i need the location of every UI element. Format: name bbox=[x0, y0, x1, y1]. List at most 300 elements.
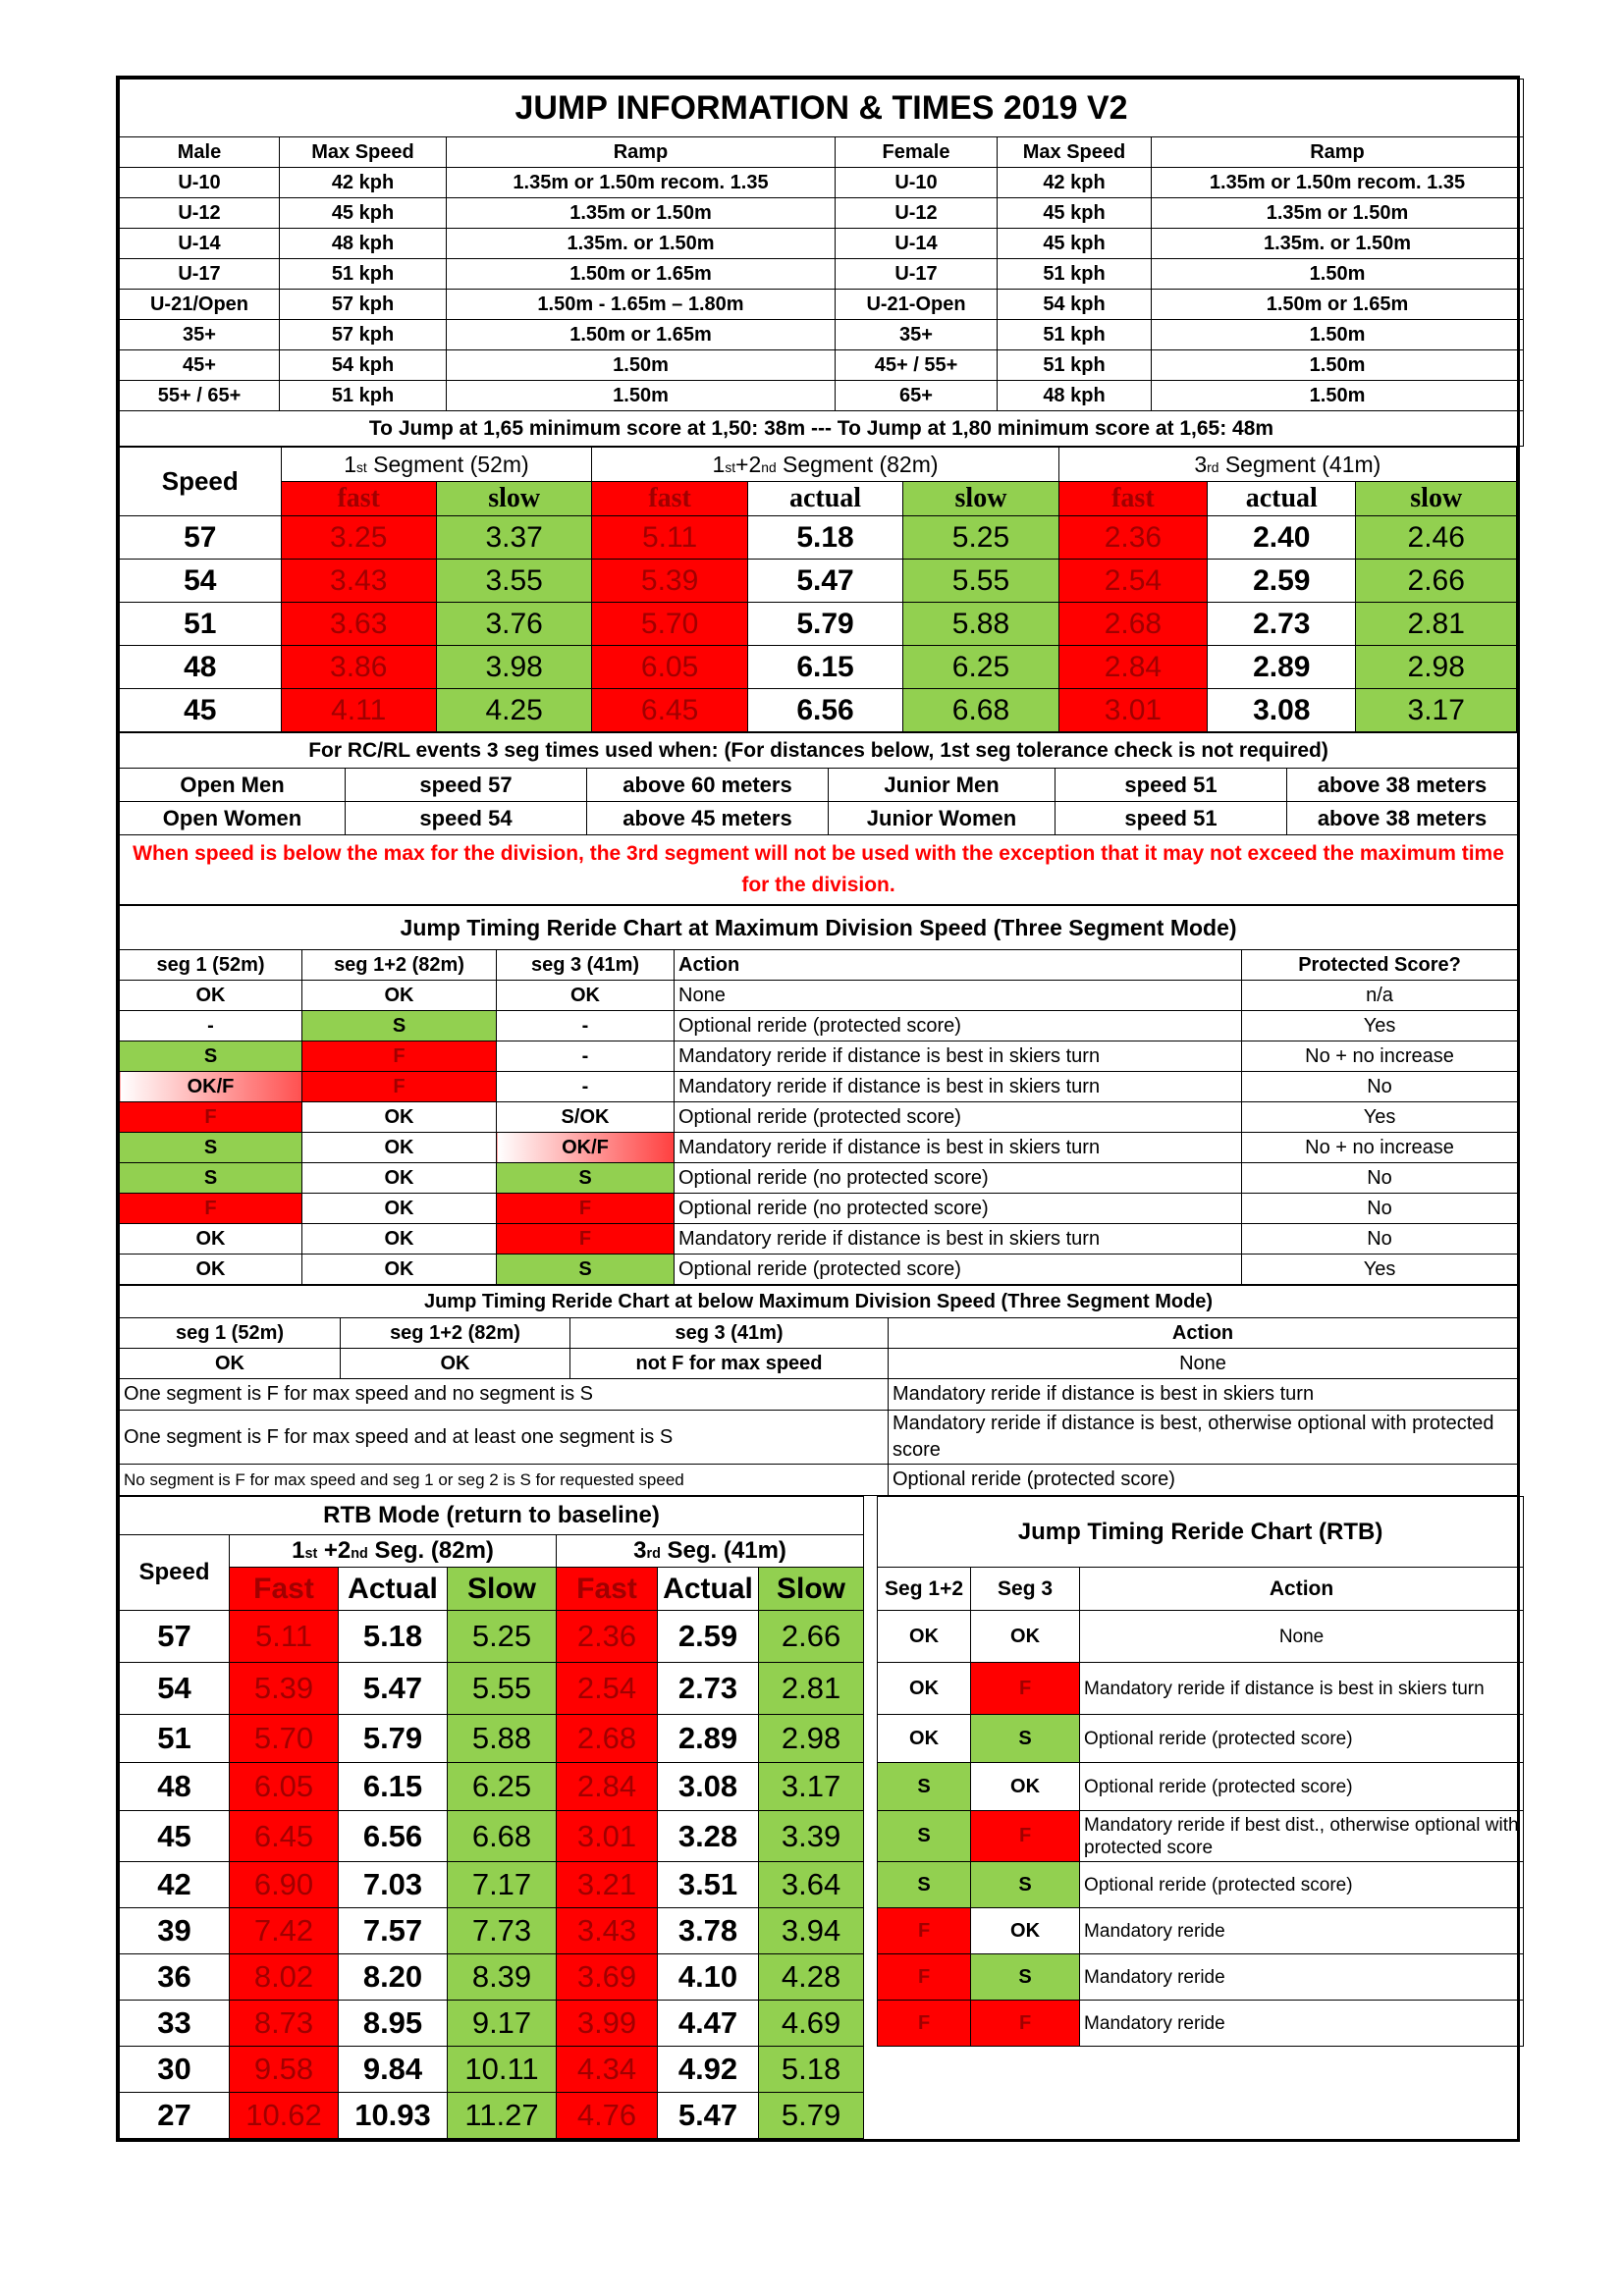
reride-max-title: Jump Timing Reride Chart at Maximum Division Speed (Three Segment Mode) bbox=[120, 906, 1518, 950]
reride-max-row bbox=[120, 1133, 1518, 1163]
division-row bbox=[120, 198, 1524, 229]
rtb-chart-code: S bbox=[878, 1862, 971, 1908]
reride-below-ok-cell: None bbox=[889, 1349, 1518, 1379]
rtb-time: 4.76 bbox=[557, 2093, 658, 2139]
division-cell: U-17 bbox=[120, 259, 280, 290]
reride-code: OK bbox=[120, 1224, 302, 1255]
reride-protected: No bbox=[1242, 1072, 1518, 1102]
rtb-time: 9.17 bbox=[448, 2001, 557, 2047]
rtb-row bbox=[120, 2047, 1524, 2093]
rtb-time: 3.28 bbox=[658, 1811, 759, 1862]
reride-code: - bbox=[497, 1041, 675, 1072]
division-cell: 45+ / 55+ bbox=[836, 350, 998, 381]
reride-below-header-cell: Action bbox=[889, 1318, 1518, 1349]
rtb-speed: 39 bbox=[120, 1908, 230, 1954]
divisions-header-row bbox=[120, 137, 1524, 168]
rtb-chart-code: OK bbox=[971, 1611, 1080, 1663]
reride-code: OK bbox=[302, 981, 497, 1011]
division-cell: 1.50m bbox=[1152, 381, 1524, 411]
reride-below-ok-cell: OK bbox=[120, 1349, 341, 1379]
reride-action: Optional reride (no protected score) bbox=[675, 1194, 1242, 1224]
reride-max-header-cell: seg 3 (41m) bbox=[497, 950, 675, 981]
rtb-speed: 42 bbox=[120, 1862, 230, 1908]
reride-code: OK/F bbox=[497, 1133, 675, 1163]
division-cell: 51 kph bbox=[998, 259, 1152, 290]
reride-code: OK bbox=[302, 1133, 497, 1163]
segment-speed: 48 bbox=[120, 646, 282, 689]
rtb-time: 6.25 bbox=[448, 1763, 557, 1811]
rtb-speed: 51 bbox=[120, 1715, 230, 1763]
reride-code: OK bbox=[497, 981, 675, 1011]
rc-rl-cell: speed 51 bbox=[1056, 769, 1287, 802]
segment-time: 5.79 bbox=[747, 603, 902, 646]
rtb-row bbox=[120, 1811, 1524, 1862]
rtb-time: 5.25 bbox=[448, 1611, 557, 1663]
division-cell: 57 kph bbox=[280, 320, 447, 350]
segment-row bbox=[120, 646, 1517, 689]
segment-time: 6.68 bbox=[903, 689, 1058, 732]
segment-row bbox=[120, 689, 1517, 732]
reride-code: - bbox=[497, 1011, 675, 1041]
segment-col-fast: fast bbox=[592, 482, 747, 516]
reride-code: OK bbox=[120, 981, 302, 1011]
reride-code: S bbox=[120, 1133, 302, 1163]
reride-code: S bbox=[120, 1041, 302, 1072]
division-cell: 51 kph bbox=[998, 350, 1152, 381]
rtb-chart-code: S bbox=[971, 1862, 1080, 1908]
rc-rl-cell: above 45 meters bbox=[587, 802, 829, 835]
reride-max-row bbox=[120, 1224, 1518, 1255]
reride-action: Mandatory reride if distance is best in skiers turn bbox=[675, 1133, 1242, 1163]
rtb-time: 3.64 bbox=[759, 1862, 864, 1908]
rtb-time: 3.69 bbox=[557, 1954, 658, 2001]
rtb-time: 2.66 bbox=[759, 1611, 864, 1663]
segment-time: 2.68 bbox=[1058, 603, 1207, 646]
rtb-chart-code: OK bbox=[971, 1908, 1080, 1954]
segment-time: 5.47 bbox=[747, 560, 902, 603]
divisions-header-cell: Max Speed bbox=[280, 137, 447, 168]
segment-time: 5.39 bbox=[592, 560, 747, 603]
rtb-spacer bbox=[864, 2093, 878, 2139]
division-cell: 42 kph bbox=[998, 168, 1152, 198]
rtb-chart-action: Mandatory reride bbox=[1080, 1954, 1524, 2001]
reride-max-row bbox=[120, 981, 1518, 1011]
min-score-rule: To Jump at 1,65 minimum score at 1,50: 38m --- To Jump at 1,80 minimum score at 1,65: 48m bbox=[120, 411, 1524, 447]
rtb-spacer bbox=[864, 1908, 878, 1954]
divisions-header-cell: Male bbox=[120, 137, 280, 168]
rtb-chart-action: Mandatory reride if best dist., otherwise optional with protected score bbox=[1080, 1811, 1524, 1862]
segment-column-labels bbox=[120, 482, 1517, 516]
reride-max-header-cell: seg 1 (52m) bbox=[120, 950, 302, 981]
reride-code: S bbox=[302, 1011, 497, 1041]
division-cell: 57 kph bbox=[280, 290, 447, 320]
rtb-time: 2.73 bbox=[658, 1663, 759, 1715]
segment-speed: 54 bbox=[120, 560, 282, 603]
reride-protected: No bbox=[1242, 1163, 1518, 1194]
rtb-spacer bbox=[864, 2001, 878, 2047]
rtb-time: 3.17 bbox=[759, 1763, 864, 1811]
rtb-time: 3.01 bbox=[557, 1811, 658, 1862]
rtb-chart-header-cell: Action bbox=[1080, 1568, 1524, 1611]
rtb-time: 2.68 bbox=[557, 1715, 658, 1763]
rtb-table bbox=[119, 1496, 1524, 2139]
rtb-chart-code: OK bbox=[878, 1663, 971, 1715]
seg1-header: 1st Segment (52m) bbox=[281, 448, 592, 482]
rtb-time: 2.36 bbox=[557, 1611, 658, 1663]
reride-code: OK bbox=[120, 1255, 302, 1285]
rtb-col-fast: Fast bbox=[557, 1568, 658, 1611]
reride-code: S bbox=[120, 1163, 302, 1194]
reride-action: Mandatory reride if distance is best in skiers turn bbox=[675, 1224, 1242, 1255]
rtb-time: 7.57 bbox=[339, 1908, 448, 1954]
rtb-speed: 33 bbox=[120, 2001, 230, 2047]
reride-below-ok-cell: not F for max speed bbox=[570, 1349, 889, 1379]
rtb-time: 6.05 bbox=[230, 1763, 339, 1811]
rtb-time: 4.10 bbox=[658, 1954, 759, 2001]
rtb-chart-code: F bbox=[878, 2001, 971, 2047]
reride-action: Mandatory reride if distance is best in skiers turn bbox=[675, 1041, 1242, 1072]
segment-time: 2.54 bbox=[1058, 560, 1207, 603]
rtb-chart-header-cell: Seg 1+2 bbox=[878, 1568, 971, 1611]
rtb-row bbox=[120, 1611, 1524, 1663]
reride-protected: Yes bbox=[1242, 1011, 1518, 1041]
reride-max-table bbox=[119, 905, 1518, 1285]
rtb-row bbox=[120, 2001, 1524, 2047]
rc-rl-row bbox=[120, 802, 1518, 835]
division-cell: 45+ bbox=[120, 350, 280, 381]
reride-below-condition: One segment is F for max speed and at least one segment is S bbox=[120, 1411, 889, 1465]
reride-below-row bbox=[120, 1465, 1518, 1496]
rc-rl-cell: speed 51 bbox=[1056, 802, 1287, 835]
division-cell: U-10 bbox=[120, 168, 280, 198]
rtb-time: 8.39 bbox=[448, 1954, 557, 2001]
rtb-time: 8.73 bbox=[230, 2001, 339, 2047]
rtb-spacer bbox=[864, 1811, 878, 1862]
reride-action: None bbox=[675, 981, 1242, 1011]
reride-action: Optional reride (protected score) bbox=[675, 1011, 1242, 1041]
segment-time: 6.45 bbox=[592, 689, 747, 732]
rtb-time: 6.45 bbox=[230, 1811, 339, 1862]
reride-code: - bbox=[497, 1072, 675, 1102]
reride-action: Optional reride (protected score) bbox=[675, 1255, 1242, 1285]
segment-time: 2.81 bbox=[1356, 603, 1517, 646]
segment-row bbox=[120, 603, 1517, 646]
reride-below-action: Mandatory reride if distance is best in skiers turn bbox=[889, 1379, 1518, 1411]
division-cell: 1.35m or 1.50m bbox=[1152, 198, 1524, 229]
reride-below-header-cell: seg 1+2 (82m) bbox=[341, 1318, 570, 1349]
rtb-time: 6.68 bbox=[448, 1811, 557, 1862]
divisions-header-cell: Female bbox=[836, 137, 998, 168]
rtb-spacer bbox=[864, 1568, 878, 1611]
rtb-time: 3.51 bbox=[658, 1862, 759, 1908]
rtb-row bbox=[120, 1715, 1524, 1763]
segment-time: 4.11 bbox=[281, 689, 436, 732]
speed-warning: When speed is below the max for the division, the 3rd segment will not be used with the exception that it may not exceed the maximum time for the division. bbox=[120, 835, 1518, 905]
reride-code: S/OK bbox=[497, 1102, 675, 1133]
segment-time: 2.66 bbox=[1356, 560, 1517, 603]
rtb-time: 5.18 bbox=[339, 1611, 448, 1663]
segment-time: 2.46 bbox=[1356, 516, 1517, 560]
rtb-time: 3.21 bbox=[557, 1862, 658, 1908]
division-cell: U-14 bbox=[836, 229, 998, 259]
rtb-chart-header-cell: Seg 3 bbox=[971, 1568, 1080, 1611]
rtb-time: 3.43 bbox=[557, 1908, 658, 1954]
division-row bbox=[120, 259, 1524, 290]
reride-below-header-cell: seg 1 (52m) bbox=[120, 1318, 341, 1349]
rtb-col-slow: Slow bbox=[759, 1568, 864, 1611]
rc-rl-cell: Junior Men bbox=[829, 769, 1056, 802]
rtb-col-fast: Fast bbox=[230, 1568, 339, 1611]
reride-below-condition: One segment is F for max speed and no segment is S bbox=[120, 1379, 889, 1411]
division-cell: 1.35m or 1.50m recom. 1.35 bbox=[1152, 168, 1524, 198]
rtb-time: 4.69 bbox=[759, 2001, 864, 2047]
reride-protected: No + no increase bbox=[1242, 1133, 1518, 1163]
segment-time: 5.25 bbox=[903, 516, 1058, 560]
segment-time: 3.86 bbox=[281, 646, 436, 689]
rtb-chart-code: S bbox=[878, 1763, 971, 1811]
rtb-chart-title: Jump Timing Reride Chart (RTB) bbox=[878, 1497, 1524, 1568]
segment-time: 5.88 bbox=[903, 603, 1058, 646]
reride-protected: Yes bbox=[1242, 1255, 1518, 1285]
division-cell: U-10 bbox=[836, 168, 998, 198]
rtb-col-actual: Actual bbox=[339, 1568, 448, 1611]
rtb-time: 8.20 bbox=[339, 1954, 448, 2001]
rtb-chart-code: S bbox=[971, 1715, 1080, 1763]
rtb-time: 6.90 bbox=[230, 1862, 339, 1908]
division-cell: 42 kph bbox=[280, 168, 447, 198]
rtb-speed: 45 bbox=[120, 1811, 230, 1862]
rtb-speed: 57 bbox=[120, 1611, 230, 1663]
segment-speed: 51 bbox=[120, 603, 282, 646]
rtb-chart-code: F bbox=[971, 1811, 1080, 1862]
division-row bbox=[120, 350, 1524, 381]
segment-col-fast: fast bbox=[1058, 482, 1207, 516]
page-title: JUMP INFORMATION & TIMES 2019 V2 bbox=[120, 80, 1524, 137]
rtb-col-actual: Actual bbox=[658, 1568, 759, 1611]
segment-time: 3.98 bbox=[436, 646, 591, 689]
rtb-chart-action: Optional reride (protected score) bbox=[1080, 1763, 1524, 1811]
segment-col-actual: actual bbox=[747, 482, 902, 516]
reride-below-title: Jump Timing Reride Chart at below Maximum Division Speed (Three Segment Mode) bbox=[120, 1286, 1518, 1318]
speed-header: Speed bbox=[120, 448, 282, 516]
reride-action: Optional reride (protected score) bbox=[675, 1102, 1242, 1133]
reride-protected: n/a bbox=[1242, 981, 1518, 1011]
rc-rl-heading: For RC/RL events 3 seg times used when: (For distances below, 1st seg tolerance check is not required) bbox=[120, 733, 1518, 769]
rtb-spacer bbox=[864, 2047, 878, 2093]
division-cell: 1.50m or 1.65m bbox=[447, 320, 836, 350]
reride-code: S bbox=[497, 1255, 675, 1285]
reride-max-row bbox=[120, 1255, 1518, 1285]
reride-code: F bbox=[302, 1041, 497, 1072]
rtb-chart-code: OK bbox=[878, 1715, 971, 1763]
reride-code: OK bbox=[302, 1255, 497, 1285]
reride-below-body bbox=[120, 1379, 1518, 1496]
rtb-time: 9.84 bbox=[339, 2047, 448, 2093]
segment-time: 2.36 bbox=[1058, 516, 1207, 560]
rtb-time: 10.62 bbox=[230, 2093, 339, 2139]
rtb-time: 3.39 bbox=[759, 1811, 864, 1862]
division-row bbox=[120, 290, 1524, 320]
segment-time: 2.84 bbox=[1058, 646, 1207, 689]
rtb-time: 4.47 bbox=[658, 2001, 759, 2047]
rc-rl-cell: Open Men bbox=[120, 769, 346, 802]
rtb-col-slow: Slow bbox=[448, 1568, 557, 1611]
reride-below-action: Optional reride (protected score) bbox=[889, 1465, 1518, 1496]
division-cell: 65+ bbox=[836, 381, 998, 411]
segment-time: 5.55 bbox=[903, 560, 1058, 603]
rtb-time: 2.54 bbox=[557, 1663, 658, 1715]
division-cell: 35+ bbox=[836, 320, 998, 350]
rtb-speed: 36 bbox=[120, 1954, 230, 2001]
division-cell: U-14 bbox=[120, 229, 280, 259]
rc-rl-body bbox=[120, 769, 1518, 835]
reride-below-row bbox=[120, 1379, 1518, 1411]
reride-max-body bbox=[120, 981, 1518, 1285]
reride-code: - bbox=[120, 1011, 302, 1041]
reride-max-row bbox=[120, 1072, 1518, 1102]
rtb-time: 5.11 bbox=[230, 1611, 339, 1663]
segment-speed: 45 bbox=[120, 689, 282, 732]
division-cell: 54 kph bbox=[998, 290, 1152, 320]
reride-below-table bbox=[119, 1285, 1518, 1496]
division-cell: U-21-Open bbox=[836, 290, 998, 320]
reride-code: OK/F bbox=[120, 1072, 302, 1102]
division-cell: 1.50m bbox=[447, 350, 836, 381]
reride-below-ok-row bbox=[120, 1349, 1518, 1379]
reride-code: OK bbox=[302, 1194, 497, 1224]
rtb-chart-code: F bbox=[971, 2001, 1080, 2047]
division-cell: U-12 bbox=[120, 198, 280, 229]
segment-time: 2.98 bbox=[1356, 646, 1517, 689]
rtb-time: 10.93 bbox=[339, 2093, 448, 2139]
rc-rl-cell: speed 57 bbox=[346, 769, 587, 802]
segment-time: 3.55 bbox=[436, 560, 591, 603]
reride-max-header-cell: seg 1+2 (82m) bbox=[302, 950, 497, 981]
reride-code: F bbox=[120, 1102, 302, 1133]
rtb-chart-code: F bbox=[971, 1663, 1080, 1715]
rc-rl-row bbox=[120, 769, 1518, 802]
segment-time: 3.01 bbox=[1058, 689, 1207, 732]
rtb-chart-action: Mandatory reride bbox=[1080, 1908, 1524, 1954]
segment-time: 3.63 bbox=[281, 603, 436, 646]
rtb-body bbox=[120, 1611, 1524, 2139]
reride-action: Optional reride (no protected score) bbox=[675, 1163, 1242, 1194]
segment-time: 3.37 bbox=[436, 516, 591, 560]
rtb-time: 2.84 bbox=[557, 1763, 658, 1811]
division-row bbox=[120, 229, 1524, 259]
rtb-row bbox=[120, 1908, 1524, 1954]
rtb-chart-code: S bbox=[878, 1811, 971, 1862]
rtb-time: 4.92 bbox=[658, 2047, 759, 2093]
rtb-chart-code: F bbox=[878, 1954, 971, 2001]
segment-time: 5.70 bbox=[592, 603, 747, 646]
reride-max-header-cell: Action bbox=[675, 950, 1242, 981]
rtb-speed-header: Speed bbox=[120, 1535, 230, 1611]
segment-time: 3.43 bbox=[281, 560, 436, 603]
divisions-table bbox=[119, 79, 1524, 447]
segment-times-body bbox=[120, 516, 1517, 732]
segment-col-slow: slow bbox=[903, 482, 1058, 516]
divisions-body bbox=[120, 137, 1524, 411]
rtb-chart-action: Mandatory reride if distance is best in skiers turn bbox=[1080, 1663, 1524, 1715]
division-cell: 45 kph bbox=[998, 229, 1152, 259]
division-cell: 1.50m bbox=[447, 381, 836, 411]
rtb-seg12-header: 1st +2nd Seg. (82m) bbox=[230, 1535, 557, 1568]
segment-time: 2.89 bbox=[1208, 646, 1356, 689]
segment-times-table bbox=[119, 447, 1517, 732]
rtb-time: 5.88 bbox=[448, 1715, 557, 1763]
rtb-chart-action: None bbox=[1080, 1611, 1524, 1663]
rtb-seg3-header: 3rd Seg. (41m) bbox=[557, 1535, 864, 1568]
rtb-empty bbox=[878, 2047, 1524, 2093]
reride-code: OK bbox=[302, 1163, 497, 1194]
jump-info-sheet bbox=[116, 76, 1520, 2142]
rc-rl-table bbox=[119, 732, 1518, 905]
rtb-time: 4.34 bbox=[557, 2047, 658, 2093]
rtb-spacer bbox=[864, 1763, 878, 1811]
rtb-chart-code: F bbox=[878, 1908, 971, 1954]
rtb-time: 11.27 bbox=[448, 2093, 557, 2139]
reride-action: Mandatory reride if distance is best in skiers turn bbox=[675, 1072, 1242, 1102]
division-cell: 1.35m or 1.50m recom. 1.35 bbox=[447, 168, 836, 198]
rtb-spacer bbox=[864, 1663, 878, 1715]
reride-max-row bbox=[120, 1102, 1518, 1133]
rtb-chart-action: Mandatory reride bbox=[1080, 2001, 1524, 2047]
segment-time: 2.73 bbox=[1208, 603, 1356, 646]
division-cell: 51 kph bbox=[280, 381, 447, 411]
rtb-time: 2.98 bbox=[759, 1715, 864, 1763]
division-cell: 1.35m. or 1.50m bbox=[447, 229, 836, 259]
reride-code: F bbox=[497, 1224, 675, 1255]
rtb-time: 3.99 bbox=[557, 2001, 658, 2047]
rtb-row bbox=[120, 1663, 1524, 1715]
rtb-time: 5.79 bbox=[759, 2093, 864, 2139]
division-cell: 51 kph bbox=[280, 259, 447, 290]
rtb-time: 5.18 bbox=[759, 2047, 864, 2093]
rtb-row bbox=[120, 1862, 1524, 1908]
reride-below-row bbox=[120, 1411, 1518, 1465]
division-cell: 1.50m - 1.65m – 1.80m bbox=[447, 290, 836, 320]
division-row bbox=[120, 168, 1524, 198]
rtb-speed: 27 bbox=[120, 2093, 230, 2139]
reride-protected: No + no increase bbox=[1242, 1041, 1518, 1072]
division-cell: U-21/Open bbox=[120, 290, 280, 320]
segment-col-slow: slow bbox=[1356, 482, 1517, 516]
rtb-time: 6.15 bbox=[339, 1763, 448, 1811]
seg12-header: 1st+2nd Segment (82m) bbox=[592, 448, 1058, 482]
segment-time: 5.18 bbox=[747, 516, 902, 560]
rtb-time: 7.73 bbox=[448, 1908, 557, 1954]
division-cell: 48 kph bbox=[998, 381, 1152, 411]
rtb-time: 8.02 bbox=[230, 1954, 339, 2001]
rtb-spacer bbox=[864, 1715, 878, 1763]
rtb-time: 7.03 bbox=[339, 1862, 448, 1908]
division-row bbox=[120, 320, 1524, 350]
rc-rl-cell: Junior Women bbox=[829, 802, 1056, 835]
segment-speed: 57 bbox=[120, 516, 282, 560]
segment-time: 3.08 bbox=[1208, 689, 1356, 732]
division-cell: 51 kph bbox=[998, 320, 1152, 350]
division-cell: 1.50m or 1.65m bbox=[447, 259, 836, 290]
seg3-header: 3rd Segment (41m) bbox=[1058, 448, 1516, 482]
rtb-speed: 30 bbox=[120, 2047, 230, 2093]
reride-protected: Yes bbox=[1242, 1102, 1518, 1133]
reride-code: OK bbox=[302, 1224, 497, 1255]
rtb-time: 5.79 bbox=[339, 1715, 448, 1763]
rtb-chart-action: Optional reride (protected score) bbox=[1080, 1862, 1524, 1908]
rtb-title: RTB Mode (return to baseline) bbox=[120, 1497, 864, 1535]
rtb-row bbox=[120, 2093, 1524, 2139]
